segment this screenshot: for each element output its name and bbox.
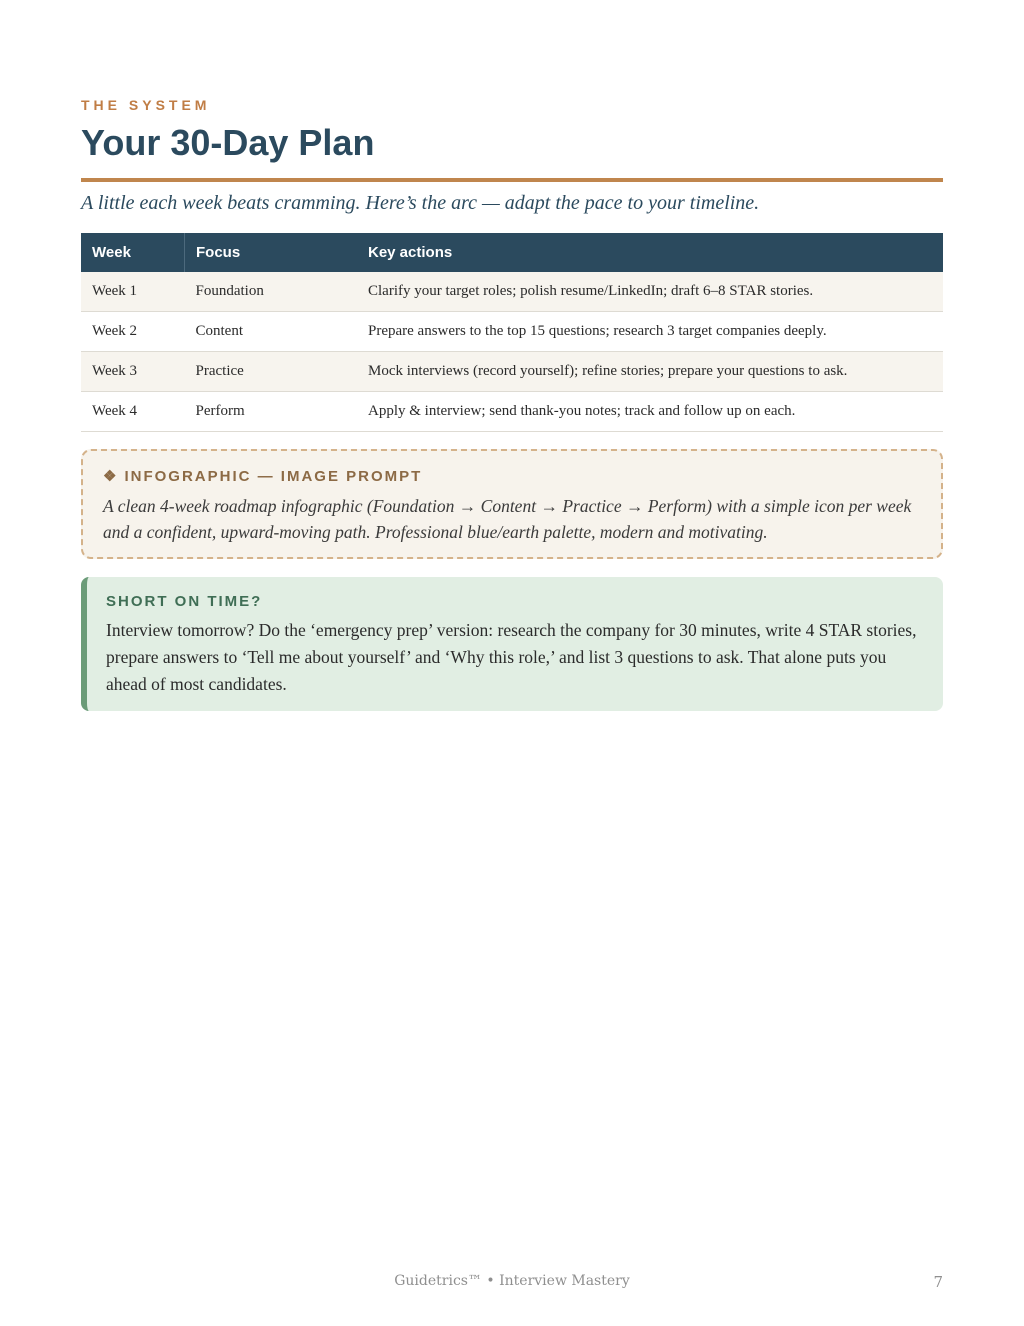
cell-key-actions: Prepare answers to the top 15 questions; research 3 target companies deeply. [357,312,943,352]
footer-brand: Guidetrics™ • Interview Mastery [394,1273,630,1289]
short-on-time-callout [81,577,943,711]
callout-text: Interview tomorrow? Do the ‘emergency prep’ version: research the company for 30 minutes, write 4 STAR stories, prepare answers to ‘Tell me about yourself’ and ‘Why this role,’ and list 3 questions to ask. That alone puts you ahead of most candidates. [106,620,917,694]
cell-focus: Practice [185,352,358,392]
cell-focus: Perform [185,392,358,432]
column-header-focus: Focus [185,233,358,272]
image-prompt-text: A clean 4-week roadmap infographic (Foundation → Content → Practice → Perform) with a simple icon per week and a confident, upward-moving path. Professional blue/earth palette, modern and motivating. [103,496,912,542]
column-header-week: Week [81,233,185,272]
cell-week: Week 3 [81,352,185,392]
title-divider [81,178,943,182]
table-row [81,272,943,312]
cell-key-actions: Clarify your target roles; polish resume/LinkedIn; draft 6–8 STAR stories. [357,272,943,312]
diamond-icon: ❖ [103,468,119,485]
cell-week: Week 4 [81,392,185,432]
cell-focus: Content [185,312,358,352]
cell-key-actions: Apply & interview; send thank-you notes; track and follow up on each. [357,392,943,432]
table-row [81,392,943,432]
cell-week: Week 2 [81,312,185,352]
cell-focus: Foundation [185,272,358,312]
table-row [81,352,943,392]
cell-week: Week 1 [81,272,185,312]
cell-key-actions: Mock interviews (record yourself); refine stories; prepare your questions to ask. [357,352,943,392]
table-row [81,312,943,352]
image-prompt-heading [103,467,921,485]
table-header-row [81,233,943,272]
image-prompt-box [81,449,943,559]
page-title: Your 30-Day Plan [81,122,375,163]
column-header-key-actions: Key actions [357,233,943,272]
callout-heading: SHORT ON TIME? [106,593,263,610]
page-number: 7 [933,1273,943,1291]
page-subtitle: A little each week beats cramming. Here’s the arc — adapt the pace to your timeline. [81,192,760,214]
plan-table [81,233,943,432]
image-prompt-heading-label: INFOGRAPHIC — IMAGE PROMPT [124,468,423,485]
section-kicker: THE SYSTEM [81,97,211,113]
page-footer [81,1273,943,1289]
